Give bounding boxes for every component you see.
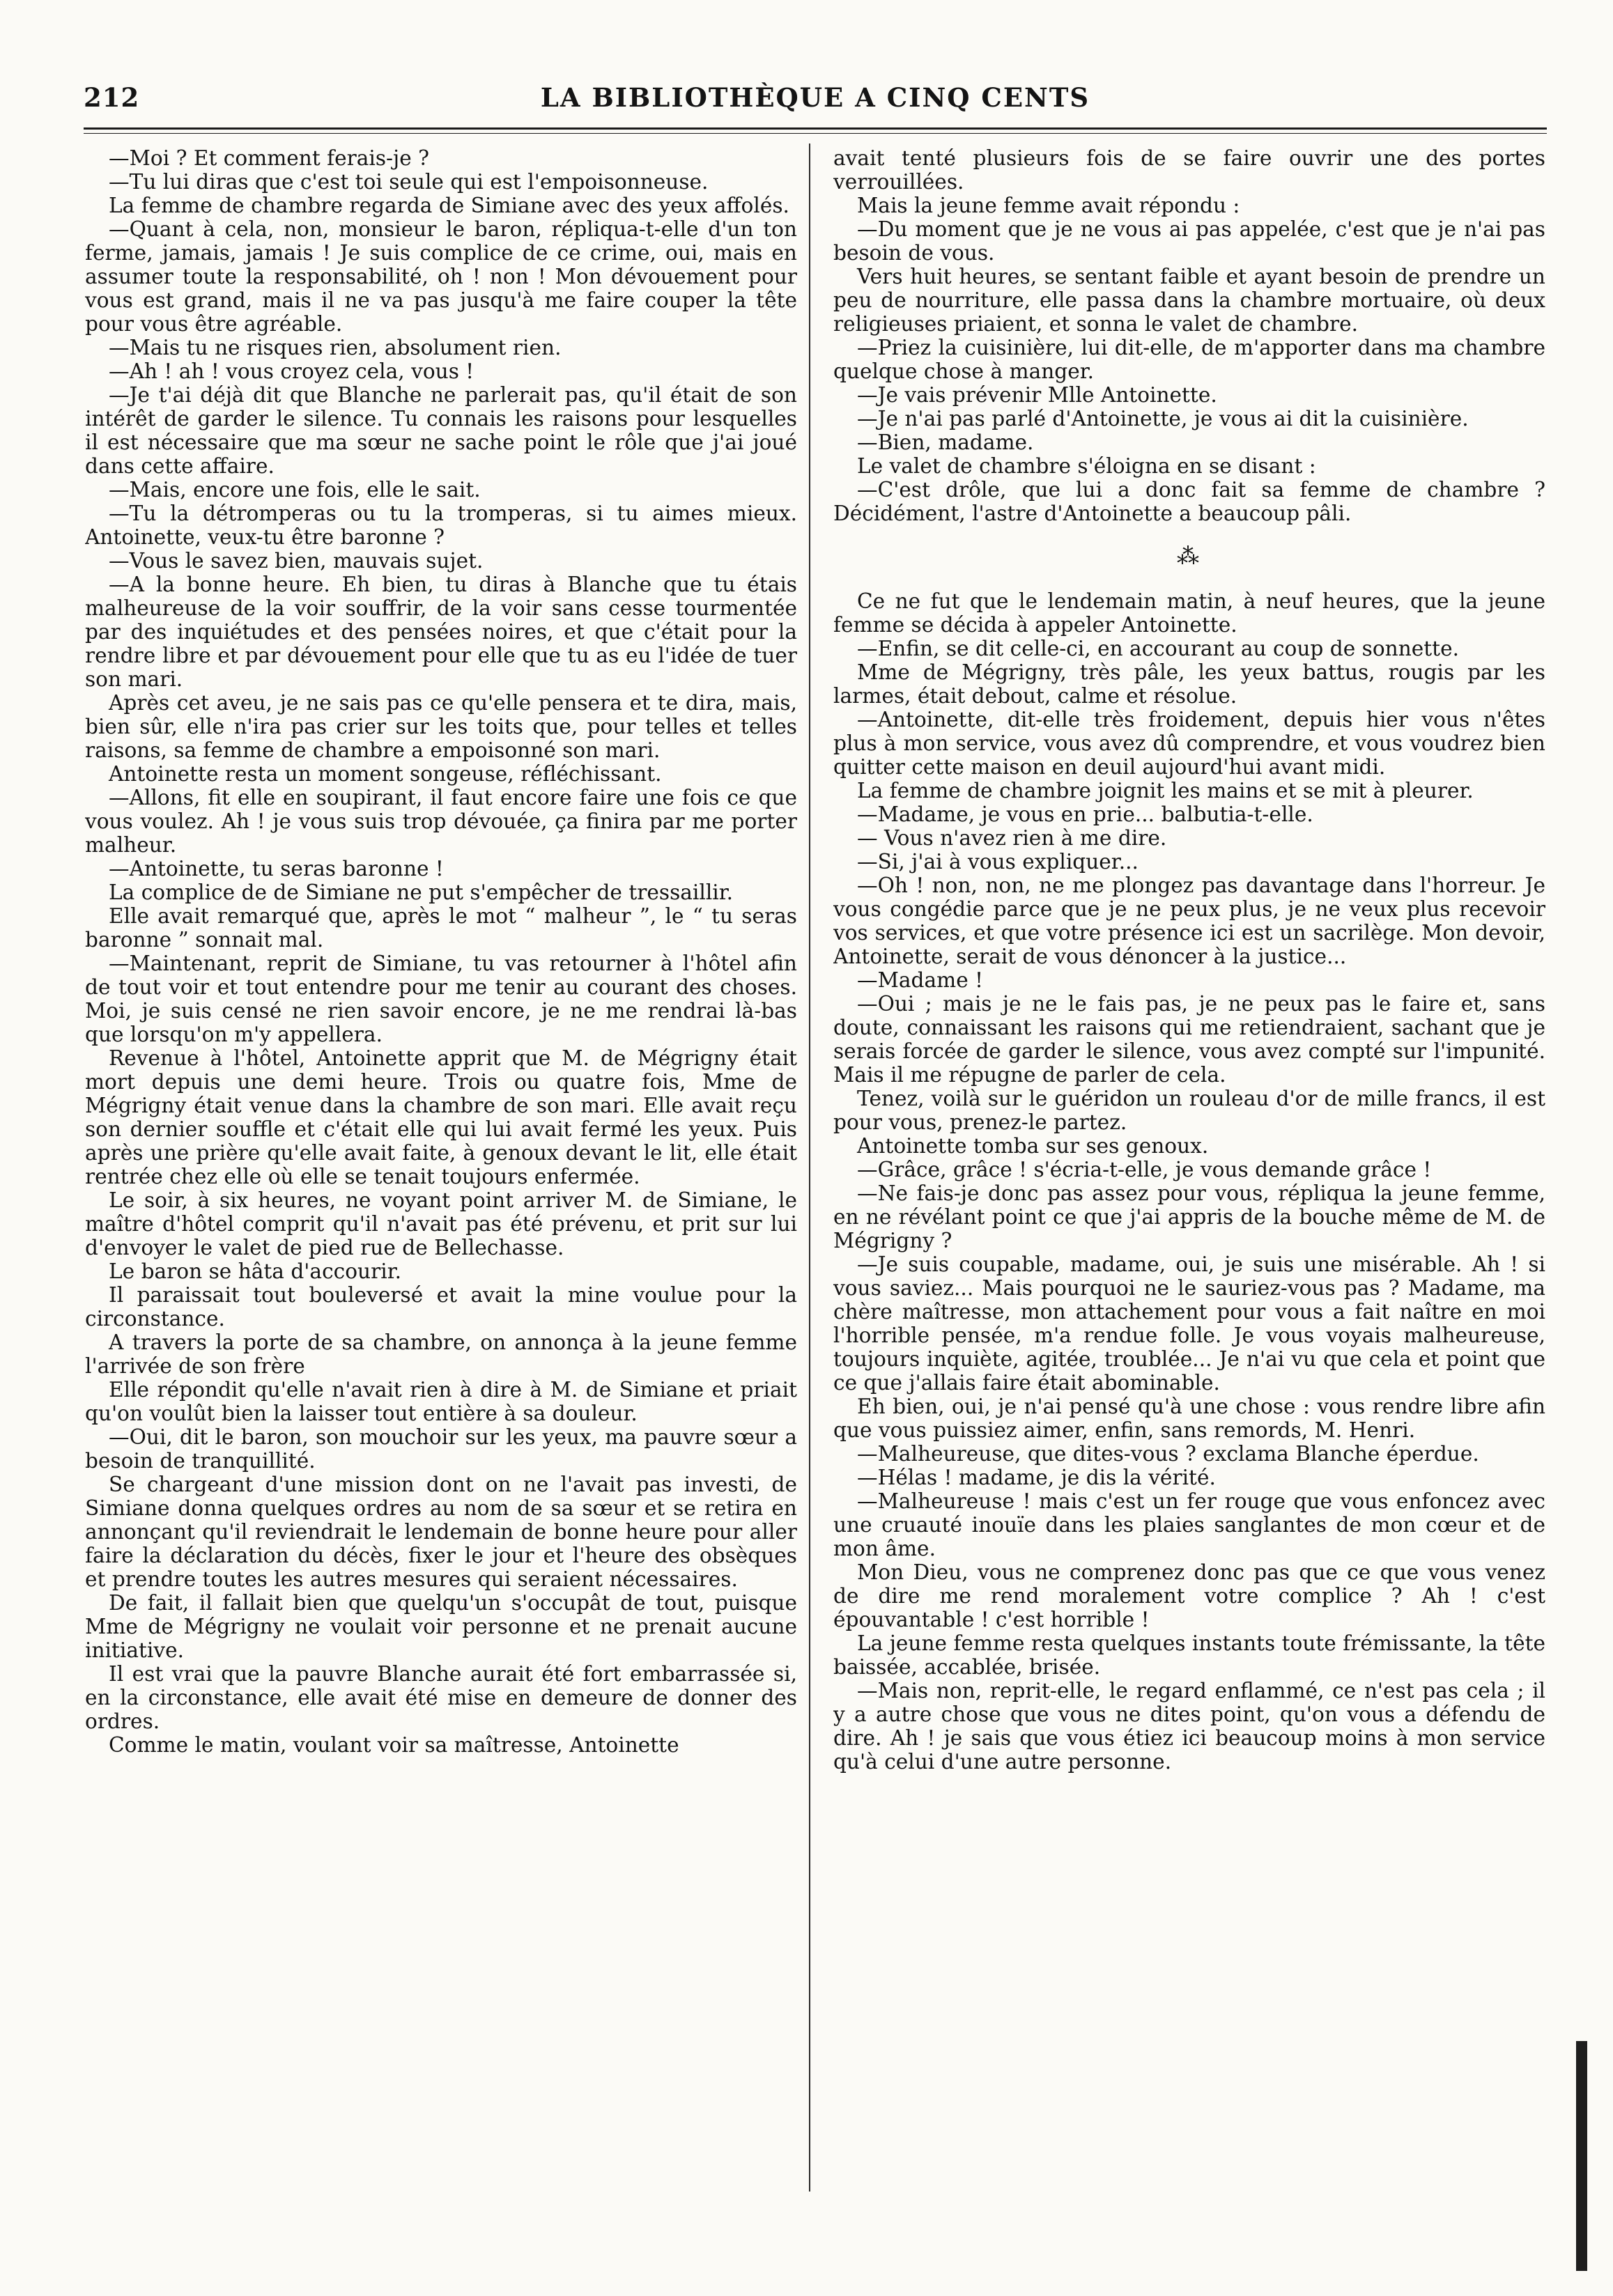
paragraph: —Quant à cela, non, monsieur le baron, répliqua-t-elle d'un ton ferme, jamais, jamais ! Je suis complice de ce crime, oui, mais en assumer toute la responsabilité, oh ! non ! Mon dévouement pour vous est grand, mais il ne va pas jusqu'à me faire couper la tête pour vous être agréable. [85, 217, 797, 336]
paragraph: —Je n'ai pas parlé d'Antoinette, je vous ai dit la cuisinière. [857, 407, 1469, 430]
paragraph: —Si, j'ai à vous expliquer... [857, 850, 1139, 874]
paragraph: —Oui ; mais je ne le fais pas, je ne peux pas le faire et, sans doute, connaissant les raisons qui me retiendraient, sachant que je serais forcée de garder le silence, vous avez compté sur l'impunité. Mais il me répugne de parler de cela. [833, 992, 1545, 1087]
paragraph: Le baron se hâta d'accourir. [109, 1259, 402, 1283]
paragraph: Il est vrai que la pauvre Blanche aurait été fort embarrassée si, en la circonstance, elle avait été mise en demeure de donner des ordres. [85, 1662, 797, 1733]
paragraph: — Vous n'avez rien à me dire. [857, 826, 1167, 850]
paragraph: —Malheureuse, que dites-vous ? exclama Blanche éperdue. [857, 1442, 1479, 1466]
right-text-column [833, 146, 1545, 2194]
paragraph: Elle avait remarqué que, après le mot “ malheur ”, le “ tu seras baronne ” sonnait mal. [85, 904, 797, 952]
paragraph: —Maintenant, reprit de Simiane, tu vas retourner à l'hôtel afin de tout voir et tout entendre pour me tenir au courant des choses. Moi, je suis censé ne rien savoir encore, je ne me rendrai là-bas que lorsqu'on m'y appellera. [85, 952, 797, 1046]
paragraph: Le valet de chambre s'éloigna en se disant : [857, 454, 1316, 478]
paragraph: De fait, il fallait bien que quelqu'un s'occupât de tout, puisque Mme de Mégrigny ne voulait voir personne et ne prenait aucune initiative. [85, 1591, 797, 1662]
paragraph: Ce ne fut que le lendemain matin, à neuf heures, que la jeune femme se décida à appeler Antoinette. [833, 589, 1545, 637]
paragraph: —Bien, madame. [857, 430, 1034, 454]
paragraph: Il paraissait tout bouleversé et avait la mine voulue pour la circonstance. [85, 1283, 797, 1331]
paragraph: Mme de Mégrigny, très pâle, les yeux battus, rougis par les larmes, était debout, calme et résolue. [833, 660, 1545, 708]
paragraph: Tenez, voilà sur le guéridon un rouleau d'or de mille francs, il est pour vous, prenez-le partez. [833, 1087, 1545, 1134]
paragraph: —Du moment que je ne vous ai pas appelée, c'est que je n'ai pas besoin de vous. [833, 217, 1545, 265]
paragraph: —Enfin, se dit celle-ci, en accourant au coup de sonnette. [857, 637, 1459, 660]
paragraph: Antoinette resta un moment songeuse, réfléchissant. [109, 762, 662, 786]
paragraph: —Vous le savez bien, mauvais sujet. [109, 549, 484, 573]
paragraph: —Je vais prévenir Mlle Antoinette. [857, 383, 1217, 407]
paragraph: —A la bonne heure. Eh bien, tu diras à Blanche que tu étais malheureuse de la voir souffrir, de la voir sans cesse tourmentée par des inquiétudes et des pensées noires, et que c'était pour la rendre libre et par dévouement pour elle que tu as eu l'idée de tuer son mari. [85, 573, 797, 691]
paragraph: —Mais non, reprit-elle, le regard enflammé, ce n'est pas cela ; il y a autre chose que vous ne dites point, qu'on vous a défendu de dire. Ah ! je sais que vous étiez ici beaucoup moins à mon service qu'à celui d'une autre personne. [833, 1679, 1545, 1774]
paragraph: —Oui, dit le baron, son mouchoir sur les yeux, ma pauvre sœur a besoin de tranquillité. [85, 1425, 797, 1473]
paragraph: Comme le matin, voulant voir sa maîtresse, Antoinette [109, 1733, 679, 1757]
paragraph: Elle répondit qu'elle n'avait rien à dire à M. de Simiane et priait qu'on voulût bien la laisser tout entière à sa douleur. [85, 1378, 797, 1425]
column-divider [809, 144, 810, 2192]
header-rule [84, 127, 1547, 130]
section-asterism: ⁂ [1177, 543, 1202, 569]
paragraph: —C'est drôle, que lui a donc fait sa femme de chambre ? Décidément, l'astre d'Antoinette a beaucoup pâli. [833, 478, 1545, 525]
paragraph: A travers la porte de sa chambre, on annonça à la jeune femme l'arrivée de son frère [85, 1331, 797, 1378]
paragraph: avait tenté plusieurs fois de se faire ouvrir une des portes verrouillées. [833, 146, 1545, 194]
paragraph: —Madame ! [857, 968, 984, 992]
paragraph: La femme de chambre regarda de Simiane avec des yeux affolés. [109, 194, 789, 217]
paragraph: —Priez la cuisinière, lui dit-elle, de m'apporter dans ma chambre quelque chose à manger. [833, 336, 1545, 383]
paragraph: Eh bien, oui, je n'ai pensé qu'à une chose : vous rendre libre afin que vous puissiez aimer, enfin, sans remords, M. Henri. [833, 1395, 1545, 1442]
right-column-top-section [833, 146, 1545, 525]
paragraph: Mais la jeune femme avait répondu : [857, 194, 1240, 217]
paragraph: La femme de chambre joignit les mains et se mit à pleurer. [857, 779, 1474, 802]
paragraph: —Ah ! ah ! vous croyez cela, vous ! [109, 359, 474, 383]
paragraph: —Tu lui diras que c'est toi seule qui est l'empoisonneuse. [109, 170, 709, 194]
paragraph: —Allons, fit elle en soupirant, il faut encore faire une fois ce que vous voulez. Ah ! je vous suis trop dévouée, ça finira par me porter malheur. [85, 786, 797, 857]
paragraph: —Tu la détromperas ou tu la tromperas, si tu aimes mieux. Antoinette, veux-tu être baronne ? [85, 502, 797, 549]
paragraph: Mon Dieu, vous ne comprenez donc pas que ce que vous venez de dire me rend moralement votre complice ? Ah ! c'est épouvantable ! c'est horrible ! [833, 1560, 1545, 1631]
paragraph: Antoinette tomba sur ses genoux. [857, 1134, 1209, 1158]
header-rule-thin [84, 133, 1547, 134]
scan-edge-mark [1576, 2041, 1587, 2271]
page-number: 212 [84, 82, 140, 113]
paragraph: Vers huit heures, se sentant faible et ayant besoin de prendre un peu de nourriture, elle passa dans la chambre mortuaire, où deux religieuses priaient, et sonna le valet de chambre. [833, 265, 1545, 336]
paragraph: Revenue à l'hôtel, Antoinette apprit que M. de Mégrigny était mort depuis une demi heure. Trois ou quatre fois, Mme de Mégrigny était venue dans la chambre de son mari. Elle avait reçu son dernier souffle et c'était elle qui lui avait fermé les yeux. Puis après une prière qu'elle avait faite, à genoux devant le lit, elle était rentrée chez elle où elle se tenait toujours enfermée. [85, 1046, 797, 1188]
paragraph: —Mais tu ne risques rien, absolument rien. [109, 336, 562, 359]
paragraph: —Ne fais-je donc pas assez pour vous, répliqua la jeune femme, en ne révélant point ce que j'ai appris de la bouche même de M. de Mégrigny ? [833, 1181, 1545, 1252]
right-column-bottom-section [833, 589, 1545, 1774]
paragraph: Se chargeant d'une mission dont on ne l'avait pas investi, de Simiane donna quelques ordres au nom de sa sœur et se retira en annonçant qu'il reviendrait le lendemain de bonne heure pour aller faire la déclaration du décès, fixer le jour et l'heure des obsèques et prendre toutes les autres mesures qui seraient nécessaires. [85, 1473, 797, 1591]
paragraph: —Mais, encore une fois, elle le sait. [109, 478, 481, 502]
page-header [84, 82, 1547, 127]
paragraph: —Je t'ai déjà dit que Blanche ne parlerait pas, qu'il était de son intérêt de garder le silence. Tu connais les raisons pour lesquelles il est nécessaire que ma sœur ne sache point le rôle que j'ai joué dans cette affaire. [85, 383, 797, 478]
paragraph: La complice de de Simiane ne put s'empêcher de tressaillir. [109, 881, 734, 904]
paragraph: —Antoinette, tu seras baronne ! [109, 857, 444, 881]
left-text-column [85, 146, 797, 2194]
paragraph: La jeune femme resta quelques instants toute frémissante, la tête baissée, accablée, brisée. [833, 1631, 1545, 1679]
paragraph: —Hélas ! madame, je dis la vérité. [857, 1466, 1216, 1489]
paragraph: —Madame, je vous en prie... balbutia-t-elle. [857, 802, 1313, 826]
paragraph: —Malheureuse ! mais c'est un fer rouge que vous enfoncez avec une cruauté inouïe dans les plaies sanglantes de mon cœur et de mon âme. [833, 1489, 1545, 1560]
paragraph: —Moi ? Et comment ferais-je ? [109, 146, 430, 170]
paragraph: —Je suis coupable, madame, oui, je suis une misérable. Ah ! si vous saviez... Mais pourquoi ne le sauriez-vous pas ? Madame, ma chère maîtresse, mon attachement pour vous a fait naître en moi l'horrible pensée, m'a rendue folle. Je vous voyais malheureuse, toujours inquiète, agitée, troublée... Je n'ai vu que cela et point que ce que j'allais faire était abominable. [833, 1252, 1545, 1395]
paragraph: —Grâce, grâce ! s'écria-t-elle, je vous demande grâce ! [857, 1158, 1432, 1181]
paragraph: —Antoinette, dit-elle très froidement, depuis hier vous n'êtes plus à mon service, vous avez dû comprendre, et vous voudrez bien quitter cette maison en deuil aujourd'hui avant midi. [833, 708, 1545, 779]
running-title: LA BIBLIOTHÈQUE A CINQ CENTS [540, 82, 1090, 113]
paragraph: Le soir, à six heures, ne voyant point arriver M. de Simiane, le maître d'hôtel comprit qu'il n'avait pas été prévenu, et prit sur lui d'envoyer le valet de pied rue de Bellechasse. [85, 1188, 797, 1259]
paragraph: —Oh ! non, non, ne me plongez pas davantage dans l'horreur. Je vous congédie parce que je ne peux plus, je ne veux plus recevoir vos services, et que votre présence ici est un sacrilège. Mon devoir, Antoinette, serait de vous dénoncer à la justice... [833, 874, 1545, 968]
paragraph: Après cet aveu, je ne sais pas ce qu'elle pensera et te dira, mais, bien sûr, elle n'ira pas crier sur les toits que, pour telles et telles raisons, sa femme de chambre a empoisonné son mari. [85, 691, 797, 762]
